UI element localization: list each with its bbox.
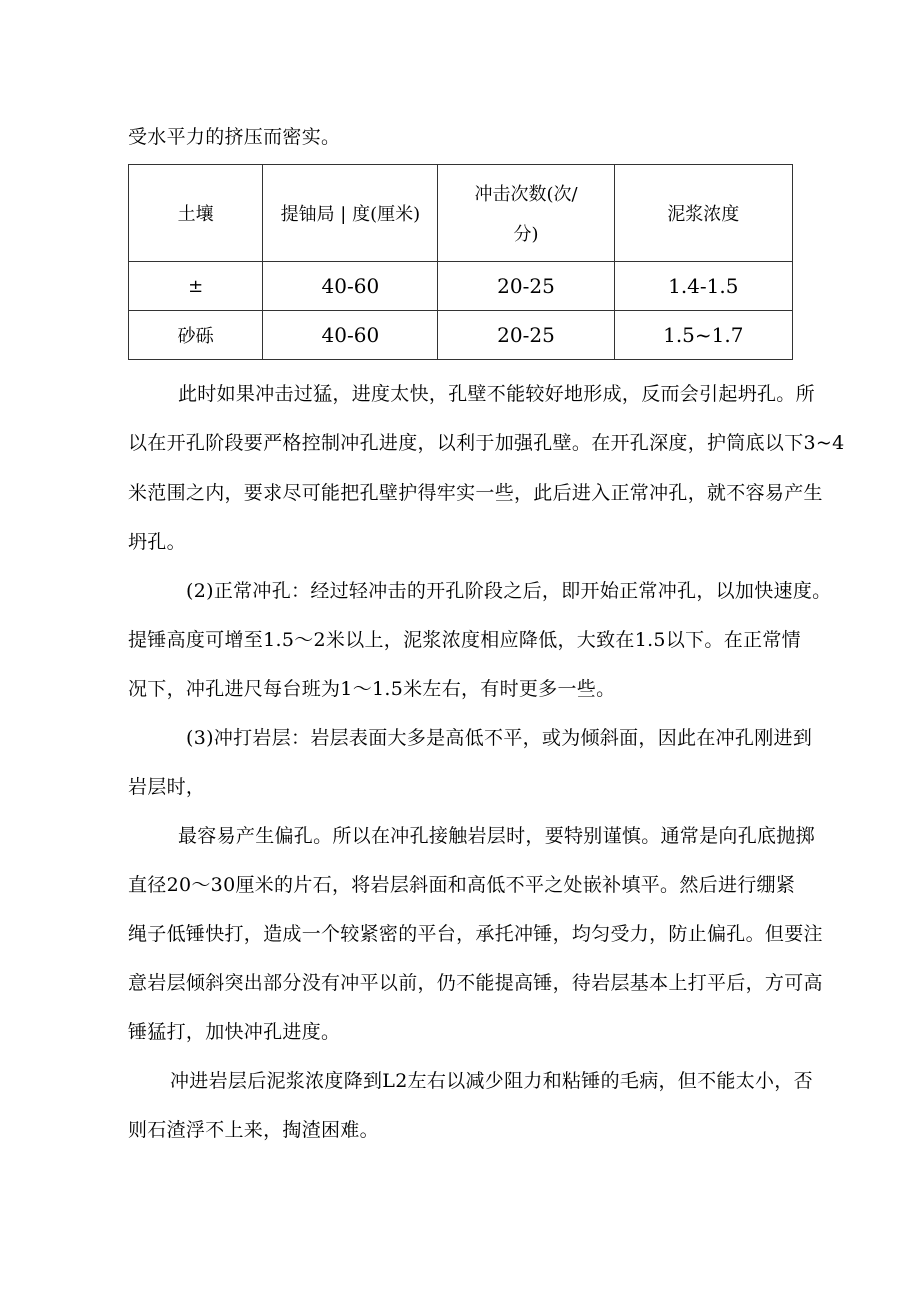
paragraph-1-line-4: 坍孔。 [128, 531, 186, 553]
table-row [129, 262, 793, 311]
paragraph-2-line-3: 况下，冲孔进尺每台班为1～1.5米左右，有时更多一些。 [128, 678, 616, 700]
header-impact-count-line1: 冲击次数(次/ [474, 184, 578, 205]
header-mud-density: 泥浆浓度 [614, 165, 792, 262]
paragraph-3-line-1: (3)冲打岩层：岩层表面大多是高低不平，或为倾斜面，因此在冲孔刚进到 [186, 727, 813, 749]
cell-density: 1.5~1.7 [614, 311, 792, 360]
table-row [129, 311, 793, 360]
header-lift-height: 提铀局 | 度(厘米) [263, 165, 438, 262]
header-soil: 土壤 [129, 165, 263, 262]
cell-soil: ± [129, 262, 263, 311]
paragraph-1-line-3: 米范围之内，要求尽可能把孔壁护得牢实一些，此后进入正常冲孔，就不容易产生 [128, 482, 823, 504]
parameter-table [128, 164, 793, 360]
paragraph-2-line-2: 提锤高度可增至1.5～2米以上，泥浆浓度相应降低，大致在1.5以下。在正常情 [128, 629, 801, 651]
cell-height: 40-60 [263, 311, 438, 360]
paragraph-3-line-2: 岩层时， [128, 776, 206, 798]
header-impact-count-line2: 分) [513, 224, 539, 245]
header-impact-count [438, 165, 614, 262]
paragraph-4-line-4: 意岩层倾斜突出部分没有冲平以前，仍不能提高锤，待岩层基本上打平后，方可高 [128, 972, 823, 994]
cell-soil: 砂砾 [129, 311, 263, 360]
table-header-row [129, 165, 793, 262]
paragraph-4-line-1: 最容易产生偏孔。所以在冲孔接触岩层时，要特别谨慎。通常是向孔底抛掷 [178, 825, 815, 847]
paragraph-4-line-5: 锤猛打，加快冲孔进度。 [128, 1021, 341, 1043]
paragraph-2-line-1: (2)正常冲孔：经过轻冲击的开孔阶段之后，即开始正常冲孔，以加快速度。 [186, 580, 832, 602]
paragraph-4-line-2: 直径20～30厘米的片石，将岩层斜面和高低不平之处嵌补填平。然后进行绷紧 [128, 874, 796, 896]
paragraph-5-line-2: 则石渣浮不上来，掏渣困难。 [128, 1119, 379, 1141]
cell-height: 40-60 [263, 262, 438, 311]
intro-line: 受水平力的挤压而密实。 [128, 126, 341, 148]
cell-count: 20-25 [438, 262, 614, 311]
cell-density: 1.4-1.5 [614, 262, 792, 311]
paragraph-4-line-3: 绳子低锤快打，造成一个较紧密的平台，承托冲锤，均匀受力，防止偏孔。但要注 [128, 923, 823, 945]
paragraph-1-line-2: 以在开孔阶段要严格控制冲孔进度，以利于加强孔壁。在开孔深度，护筒底以下3~4 [128, 432, 845, 454]
cell-count: 20-25 [438, 311, 614, 360]
paragraph-1-line-1: 此时如果冲击过猛，进度太快，孔壁不能较好地形成，反而会引起坍孔。所 [178, 383, 815, 405]
paragraph-5-line-1: 冲进岩层后泥浆浓度降到L2左右以减少阻力和粘锤的毛病，但不能太小，否 [170, 1070, 813, 1092]
